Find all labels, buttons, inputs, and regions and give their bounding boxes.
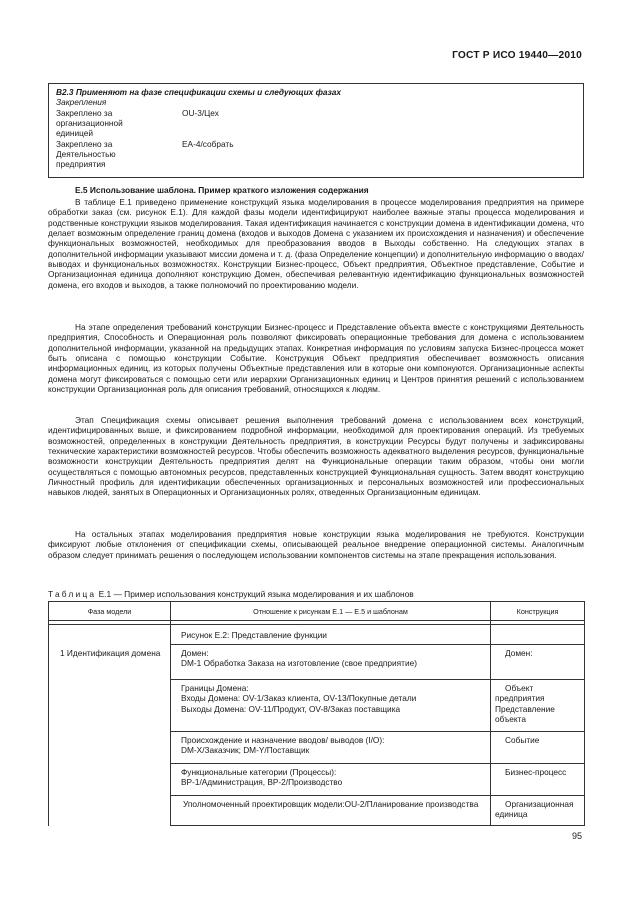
table-header-row (49, 602, 585, 621)
table-caption-word: Таблица (48, 589, 97, 599)
box-title: В2.3 Применяют на фазе спецификации схемы и следующих фазах (56, 87, 342, 97)
box-row-label: Закреплено за Деятельностью предприятия (56, 139, 116, 170)
table-caption-text: Е.1 — Пример использования конструкций языка моделирования и их шаблонов (98, 589, 414, 599)
constructs-table (48, 601, 585, 826)
relation-cell: Домен: DM-1 Обработка Заказа на изготовление (свое предприятие) (181, 648, 417, 669)
paragraph: На остальных этапах моделирования предприятия новые конструкции языка моделирования не требуются. Конструкции фиксируют любые отклонения от спецификации схемы, описывающей реальное внедрение операционной системы. Аналогичным образом следует принимать решения о последующем использовании компонентов системы на этапе прекращения использования. (48, 529, 584, 560)
header-relation: Отношение к рисункам Е.1 — Е.5 и шаблонам (171, 602, 491, 621)
box-row-label: Закреплено за организационной единицей (56, 108, 123, 139)
box-subtitle: Закрепления (56, 97, 107, 107)
construct-cell: Событие (505, 735, 540, 745)
relation-cell: Происхождение и назначение вводов/ выводов (I/O): DM-X/Заказчик; DM-Y/Поставщик (181, 735, 385, 756)
construct-cell: Объект предприятия Представление объекта (495, 683, 555, 725)
paragraph: Этап Спецификация схемы описывает решения выполнения требований домена с использованием всех конструкций, идентифицированных выше, и фиксированием подробной информации, необходимой для проектирования операций. Из требуемых возможностей, определенных в конструкции Деятельность предприятия, в конструкции Ресурсы будут получены и зафиксированы технические характеристики возможностей ресурсов. Чтобы обеспечить возможность адекватного выделения ресурсов, функциональные возможности конструкции Деятельность предприятия делят на Функциональные операции таким образом, чтобы они могли осуществляться с помощью автономных ресурсов, представленных конструкцией Функциональная сущность. Затем вводят конструкцию Личностный профиль для идентификации обеспеченных организационных и персональных возможностей или профессиональных навыков людей, занятых в Операционных и Организационных ролях, отведенных Организационным единицам. (48, 415, 584, 498)
table-caption (48, 589, 414, 599)
paragraph: На этапе определения требований конструкции Бизнес-процесс и Представление объекта вместе с конструкциями Деятельность предприятия, Способность и Операционная роль позволяют фиксировать операционные требования для домена с использованием дополнительной информации, указанной на предыдущих этапах. Конкретная информация по условиям запуска Бизнес-процесса может быть описана с помощью конструкции Событие. Конструкция Объект предприятия обеспечивает возможность описания информационных единиц, из которых получены Объектные представления или в которые они компонуются. Организационные аспекты домена могут фиксироваться с помощью сети или иерархии Организационных единиц и Центров принятия решений с использованием конструкции Организационная роль для описания требований, относящихся к людям. (48, 322, 584, 395)
construct-cell: Организационная единица (495, 799, 574, 820)
relation-cell: Уполномоченный проектировщик модели:OU-2/Планирование производства (183, 799, 479, 809)
table-row (49, 645, 585, 680)
standard-header: ГОСТ Р ИСО 19440—2010 (452, 50, 582, 61)
header-phase: Фаза модели (49, 602, 171, 621)
relation-cell: Функциональные категории (Процессы): BP-1/Администрация, BP-2/Производство (181, 767, 343, 788)
paragraph: В таблице Е.1 приведено применение конструкций языка моделирования в процессе моделирования предприятия на примере обработки заказ (см. рисунок Е.1). Для каждой фазы модели идентифицируют наиболее важные этапы процесса моделирования и родственные конструкции языков моделирования. Такая идентификация начинается с конструкции домена в идентификации домена, что делает возможным определение границ домена (входов и выходов Домена с указанием их происхождения и назначения) и обеспечение функциональных возможностей, необходимых для преобразования вводов в Выходы собственно. На следующих этапах в дополнительной информации указывают миссии домена и т. д. (фаза Определение концепции) и дополнительную информацию о вводах/выводах и функциональных возможностях. Конструкции Бизнес-процесс, Объект предприятия, Объектное представление, Событие и Организационная единица дополняют конструкцию Домен, обеспечивая релевантную идентификацию функциональных возможностей домена, его входов и выходов, а также полномочий по проектированию модели. (48, 197, 584, 290)
section-title: Е.5 Использование шаблона. Пример краткого изложения содержания (75, 185, 369, 195)
construct-cell: Домен: (505, 648, 533, 658)
table-row: Рисунок Е.2: Представление функции (49, 625, 585, 645)
box-row-value: ЕА-4/собрать (182, 139, 234, 149)
box-row-value: OU-3/Цех (182, 108, 219, 118)
relation-cell: Границы Домена: Входы Домена: OV-1/Заказ клиента, OV-13/Покупные детали Выходы Домена: OV-11/Продукт, OV-8/Заказ поставщика (181, 683, 417, 714)
construct-cell: Бизнес-процесс (505, 767, 567, 777)
header-construct: Конструкция (491, 602, 585, 621)
page-number: 95 (571, 831, 582, 841)
phase-cell: 1 Идентификация домена (60, 647, 161, 658)
attribute-box (48, 83, 584, 178)
